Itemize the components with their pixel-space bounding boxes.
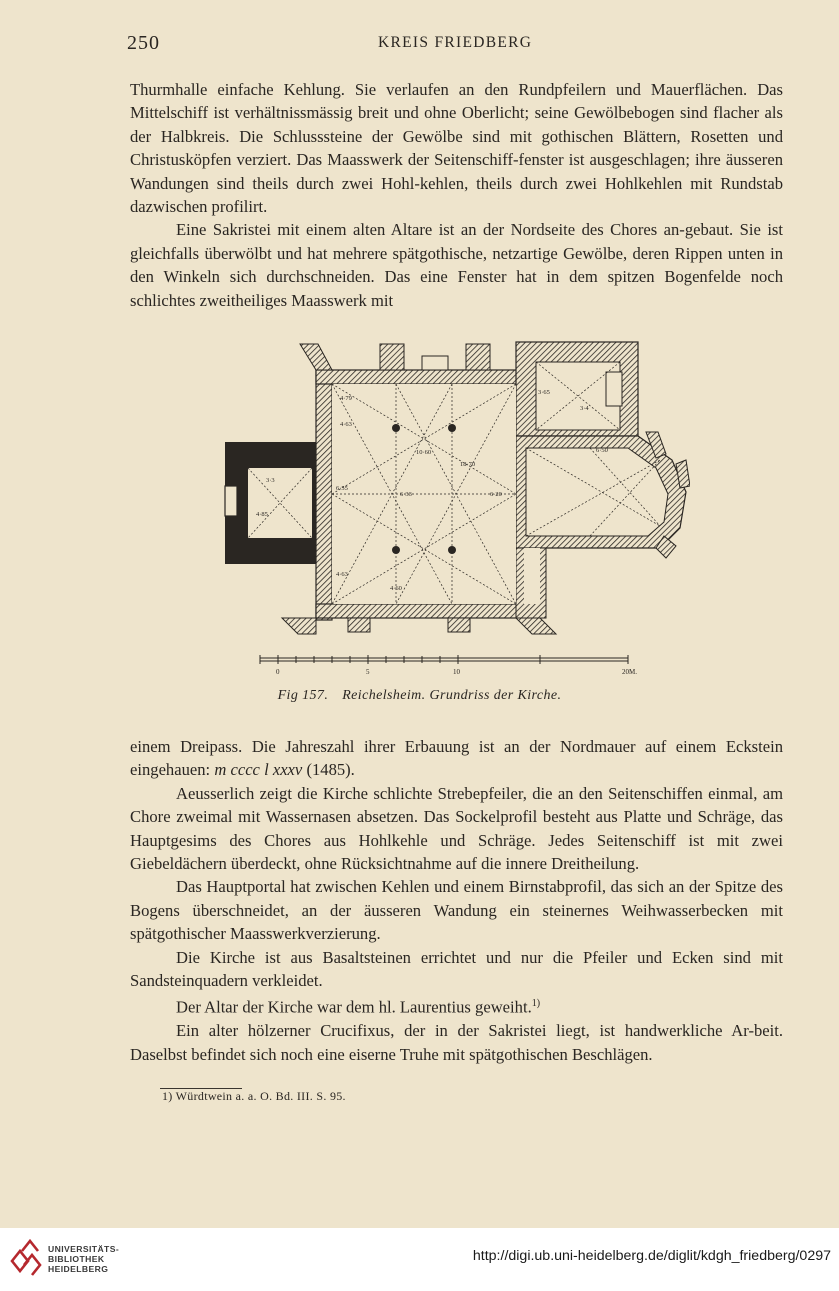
paragraph: einem Dreipass. Die Jahreszahl ihrer Erbauung ist an der Nordmauer auf einem Eckstein eingehauen: m cccc l xxxv (1485). — [130, 737, 783, 780]
plan-label: 3·65 — [538, 389, 550, 396]
scale-label: 0 — [276, 668, 280, 676]
page-header — [0, 32, 839, 56]
footnote: 1) Würdtwein a. a. O. Bd. III. S. 95. — [162, 1089, 346, 1103]
plan-label: 6·20 — [490, 491, 502, 498]
library-name: UNIVERSITÄTS- BIBLIOTHEK HEIDELBERG — [48, 1244, 120, 1274]
plan-label: 4·63 — [340, 421, 352, 428]
footnote-marker[interactable]: 1) — [531, 998, 541, 1010]
body-text-top — [130, 78, 783, 312]
plan-label: 4·85 — [256, 511, 268, 518]
plan-label: 4·60 — [390, 585, 402, 592]
page-number: 250 — [127, 32, 160, 54]
plan-label: 3·3 — [266, 477, 275, 484]
scale-bar — [260, 655, 637, 676]
paragraph: Das Hauptportal hat zwischen Kehlen und einem Birnstabprofil, das sich an der Spitze des Bogens überschneidet, an der äusseren Wandung ein steinernes Weihwasserbecken mit spätgothischer Maasswerkverzierung. — [130, 877, 783, 944]
scale-label: 10 — [453, 668, 460, 676]
scale-label: 5 — [366, 668, 370, 676]
body-text-bottom — [130, 735, 783, 1066]
source-url-link[interactable]: http://digi.ub.uni-heidelberg.de/diglit/kdgh_friedberg/0297 — [472, 1248, 831, 1264]
plan-label: 18·70 — [460, 461, 476, 468]
church-floor-plan — [220, 336, 690, 681]
plan-label: 6·33 — [400, 491, 412, 498]
running-title: KREIS FRIEDBERG — [378, 34, 533, 51]
caption-text: Reichelsheim. Grundriss der Kirche. — [342, 688, 562, 703]
plan-label: 3·4 — [580, 405, 589, 412]
floor-plan-drawing — [220, 336, 690, 681]
plan-label: 4·79 — [340, 395, 352, 402]
plan-walls — [225, 342, 690, 634]
paragraph: Der Altar der Kirche war dem hl. Laurentius geweiht.$^{1)}$ — [176, 998, 541, 1017]
paragraph: Die Kirche ist aus Basaltsteinen errichtet und nur die Pfeiler und Ecken sind mit Sandsteinquadern verkleidet. — [130, 947, 783, 991]
plan-label: 6·50 — [596, 447, 608, 454]
plan-label: 4·63 — [336, 571, 348, 578]
inscription-date: m cccc l xxxv — [214, 760, 303, 780]
plan-label: 6·55 — [336, 485, 348, 492]
paragraph: Thurmhalle einfache Kehlung. Sie verlaufen an den Rundpfeilern und Mauerflächen. Das Mittelschiff ist verhältnissmässig breit und ohne Oberlicht; seine Gewölbebogen sind flacher als der Halbkreis. Die Schlusssteine der Gewölbe sind mit gothischen Blättern, Rosetten und Christusköpfen verziert. Das Maasswerk der Seitenschiff-fenster ist ausgeschlagen; ihre äusseren Wandungen sind theils durch zwei Hohl-kehlen, theils durch zwei Hohlkehlen mit Rundstab dazwischen profilirt. — [130, 80, 783, 217]
figure-caption — [0, 688, 839, 704]
footer-bar — [0, 1228, 839, 1291]
caption-figure-number: Fig 157. — [277, 688, 329, 703]
plan-label: 10·60 — [416, 449, 432, 456]
paragraph: Ein alter hölzerner Crucifixus, der in der Sakristei liegt, ist handwerkliche Ar-beit. Daselbst befindet sich noch eine eiserne Truhe mit spätgothischen Beschlägen. — [130, 1021, 783, 1064]
paragraph: Eine Sakristei mit einem alten Altare ist an der Nordseite des Chores an-gebaut. Sie ist gleichfalls überwölbt und hat mehrere spätgothische, netzartige Gewölbe, deren Rippen unten in den Winkeln sich durchschneiden. Das eine Fenster hat in dem spitzen Bogenfelde noch schlichtes zweitheiliges Maasswerk mit — [130, 220, 783, 310]
paragraph: Aeusserlich zeigt die Kirche schlichte Strebepfeiler, die an den Seitenschiffen einmal, am Chore zweimal mit Wassernasen absetzen. Das Sockelprofil besteht aus Platte und Schräge, das Hauptgesims des Chores aus Hohlkehle und Schräge. Jedes Seitenschiff ist mit zwei Giebeldächern überdeckt, ohne Rücksichtnahme auf die innere Dreitheilung. — [130, 783, 783, 874]
scale-label: 20M. — [622, 668, 637, 676]
university-library-logo-icon — [8, 1237, 42, 1277]
